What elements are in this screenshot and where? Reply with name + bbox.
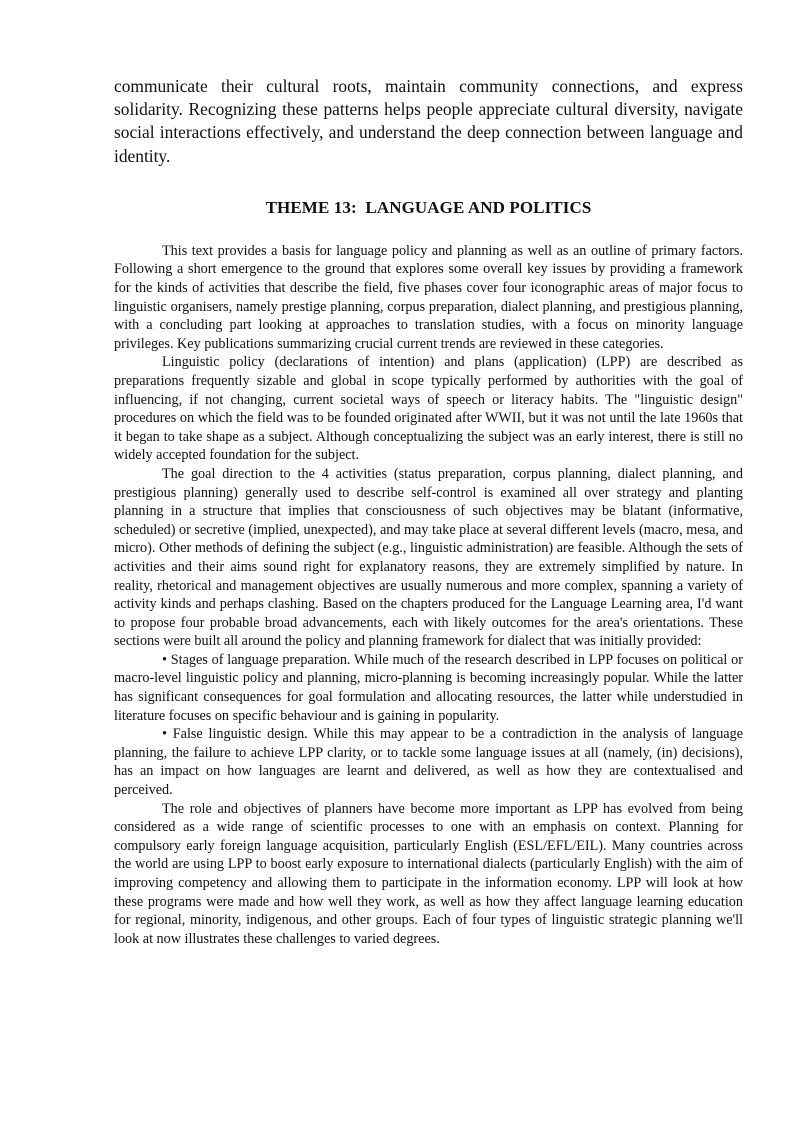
paragraph-lpp-overview: This text provides a basis for language policy and planning as well as an outline of primary factors. Following a short emergence to the ground that explores some overall key issues by providing a framework for the kinds of activities that describe the field, five phases cover four iconographic areas of major focus to linguistic organisers, namely prestige planning, corpus preparation, dialect planning, and prestigious planning, with a concluding part looking at approaches to translation studies, with a focus on minority language privileges. Key publications summarizing crucial current trends are reviewed in these categories.	[114, 242, 743, 352]
paragraph-goal-direction: The goal direction to the 4 activities (status preparation, corpus planning, dialect planning, and prestigious planning) generally used to describe self-control is examined all over strategy and planting planning in a structure that implies that consciousness of such objectives may be blatant (informative, scheduled) or secretive (implied, unexpected), and may take place at several different levels (macro, mesa, and micro). Other methods of defining the subject (e.g., linguistic administration) are feasible. Although the sets of activities and their aims sound right for explanatory reasons, they are extremely simplified by nature. In reality, rhetorical and management objectives are usually numerous and more complex, spanning a variety of activity kinds and perhaps clashing. Based on the chapters produced for the Language Learning area, I'd want to propose four probable broad advancements, each with likely outcomes for the area's orientations. These sections were built all around the policy and planning framework for dialect that was initially provided:	[114, 465, 743, 650]
theme-title: THEME 13: LANGUAGE AND POLITICS	[265, 197, 592, 217]
paragraph-linguistic-policy: Linguistic policy (declarations of intention) and plans (application) (LPP) are described as preparations frequently sizable and global in scope typically performed by authorities with the goal of influencing, if not changing, current societal ways of speech or literacy habits. The "linguistic design" procedures on which the field was to be founded originated after WWII, but it was not until the late 1960s that it began to take shape as a subject. Although conceptualizing the subject was an early interest, there is still no widely accepted foundation for the subject.	[114, 354, 743, 464]
intro-paragraph: communicate their cultural roots, maintain community connections, and express solidarity. Recognizing these patterns helps people appreciate cultural diversity, navigate social interactions effectively, and understand the deep connection between language and identity.	[114, 76, 743, 166]
bullet-false-linguistic-design: • False linguistic design. While this may appear to be a contradiction in the analysis of language planning, the failure to achieve LPP clarity, or to tackle some language issues at all (namely, (in) decisions), has an impact on how languages are learnt and delivered, as well as how they are contextualised and perceived.	[114, 726, 743, 799]
body-text	[114, 242, 743, 949]
paragraph-role-of-planners: The role and objectives of planners have become more important as LPP has evolved from being considered as a wide range of scientific processes to one with an emphasis on context. Planning for compulsory early foreign language acquisition, particularly English (ESL/EFL/EIL). Many countries across the world are using LPP to boost early exposure to international dialects (particularly English) with the aim of improving competency and allowing them to participate in the information economy. LPP will look at how these programs were made and how well they work, as well as how they affect language learning education for regional, minority, indigenous, and other groups. Each of four types of linguistic strategic planning we'll look at now illustrates these challenges to varied degrees.	[114, 800, 743, 947]
bullet-stages-of-preparation: • Stages of language preparation. While much of the research described in LPP focuses on political or macro-level linguistic policy and planning, micro-planning is becoming increasingly popular. While the latter has significant consequences for goal formulation and allocating resources, the latter while understudied in literature focuses on specific behaviour and is gaining in popularity.	[114, 651, 743, 724]
